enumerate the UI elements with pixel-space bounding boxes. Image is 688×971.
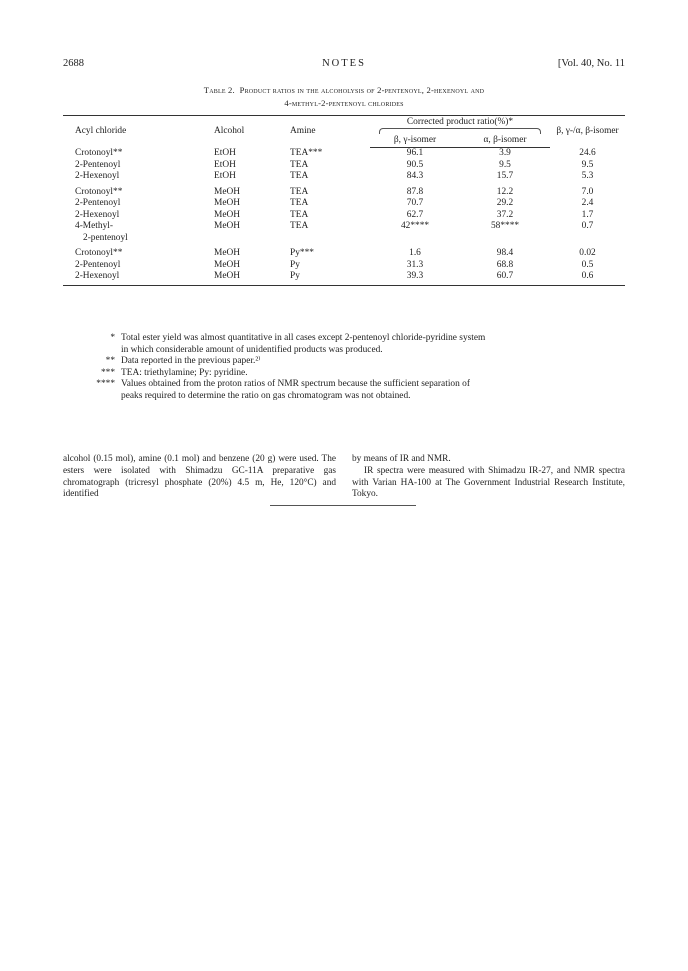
header-beta-gamma-isomer: β, γ-isomer — [370, 134, 460, 148]
table-row — [63, 183, 625, 199]
table-body — [63, 148, 625, 286]
table-header-row — [63, 116, 625, 135]
cell-alcohol: EtOH — [214, 148, 236, 158]
cell-beta-gamma — [370, 233, 460, 245]
table-caption — [90, 84, 598, 110]
cell-acyl-chloride: 2-Pentenoyl — [75, 159, 121, 170]
cell-acyl-chloride: Crotonoyl** — [75, 186, 123, 197]
cell-amine: TEA — [290, 159, 309, 170]
cell-isomer-ratio: 7.0 — [581, 186, 594, 197]
cell-alpha-beta: 98.4 — [496, 248, 514, 259]
table-caption-line2: 4-methyl-2-pentenoyl chlorides — [284, 98, 404, 108]
cell-beta-gamma: 62.7 — [406, 209, 424, 220]
cell-acyl-chloride: Crotonoyl** — [75, 248, 123, 259]
cell-amine — [290, 233, 370, 245]
cell-alpha-beta: 3.9 — [499, 148, 511, 159]
cell-beta-gamma: 96.1 — [406, 148, 424, 159]
footnote-line: Data reported in the previous paper.²⁾ — [121, 356, 261, 367]
cell-amine: Py — [290, 259, 300, 270]
cell-acyl-chloride: 2-Pentenoyl — [75, 259, 121, 270]
body-column-left: alcohol (0.15 mol), amine (0.1 mol) and benzene (20 g) were used. The esters were isolated with Shimadzu GC-11A preparative gas chromatograph (tricresyl phosphate (20%) 4.5 m, He, 120°C) and identified — [63, 454, 336, 500]
body-right-line1: by means of IR and NMR. — [352, 454, 451, 464]
end-rule — [270, 505, 416, 506]
cell-isomer-ratio: 0.02 — [579, 248, 596, 259]
header-corrected-ratio: Corrected product ratio(%)* — [406, 116, 514, 127]
table-footnotes — [63, 333, 625, 403]
footnote-line: Total ester yield was almost quantitative in all cases except 2-pentenoyl chloride-pyridine system — [121, 333, 486, 343]
footnote-line: Values obtained from the proton ratios of NMR spectrum because the sufficient separation of — [121, 379, 470, 390]
cell-beta-gamma: 87.8 — [406, 186, 424, 197]
cell-alpha-beta: 15.7 — [496, 171, 514, 182]
cell-acyl-chloride: 2-Hexenoyl — [75, 171, 120, 182]
cell-isomer-ratio: 24.6 — [579, 148, 596, 158]
header-amine: Amine — [290, 116, 370, 148]
cell-alcohol: MeOH — [214, 186, 241, 197]
footnote — [63, 379, 625, 402]
cell-isomer-ratio: 5.3 — [581, 171, 594, 182]
cell-beta-gamma: 90.5 — [406, 159, 424, 170]
footnote-line: peaks required to determine the ratio on gas chromatogram was not obtained. — [121, 390, 411, 401]
cell-isomer-ratio — [550, 233, 625, 245]
table-row — [63, 171, 625, 183]
header-alcohol: Alcohol — [214, 116, 290, 148]
cell-acyl-chloride: 2-Hexenoyl — [75, 209, 120, 220]
cell-beta-gamma: 1.6 — [409, 248, 421, 259]
cell-acyl-chloride: Crotonoyl** — [75, 148, 123, 158]
cell-isomer-ratio: 1.7 — [581, 209, 594, 220]
page-number: 2688 — [63, 58, 84, 69]
footnote-line: in which considerable amount of unidentified products was produced. — [121, 344, 383, 355]
table-row — [63, 198, 625, 210]
cell-alcohol — [214, 233, 290, 245]
cell-beta-gamma: 31.3 — [406, 259, 424, 270]
cell-beta-gamma: 70.7 — [406, 198, 424, 209]
cell-amine: TEA — [290, 221, 309, 232]
footnote — [63, 368, 625, 380]
cell-alpha-beta: 37.2 — [496, 209, 514, 220]
cell-amine: TEA — [290, 198, 309, 209]
table-caption-label: Table 2. — [203, 85, 235, 95]
cell-acyl-chloride: 4-Methyl- — [75, 221, 114, 232]
table-row — [63, 160, 625, 172]
header-brace — [379, 128, 541, 134]
table-caption-line1: Product ratios in the alcoholysis of 2-pentenoyl, 2-hexenoyl and — [239, 85, 485, 95]
cell-isomer-ratio: 9.5 — [581, 159, 594, 170]
footnote-mark: **** — [96, 379, 115, 390]
cell-amine: Py*** — [290, 248, 314, 259]
journal-section-title: NOTES — [322, 58, 366, 69]
cell-alpha-beta: 68.8 — [496, 259, 514, 270]
cell-alcohol: MeOH — [214, 248, 241, 259]
cell-alcohol: MeOH — [214, 221, 241, 232]
cell-alpha-beta: 60.7 — [460, 271, 550, 285]
footnote-mark: ** — [105, 356, 115, 367]
body-right-paragraph: IR spectra were measured with Shimadzu IR-27, and NMR spectra with Varian HA-100 at The Government Industrial Research Institute, Tokyo. — [352, 465, 625, 500]
table-row — [63, 210, 625, 222]
cell-alcohol: MeOH — [214, 209, 241, 220]
cell-beta-gamma: 84.3 — [406, 171, 424, 182]
cell-alpha-beta: 12.2 — [496, 186, 514, 197]
table-row — [63, 148, 625, 160]
cell-alpha-beta — [460, 233, 550, 245]
table-row — [63, 233, 625, 245]
footnote-line: TEA: triethylamine; Py: pyridine. — [121, 367, 248, 378]
cell-alcohol: MeOH — [214, 259, 241, 270]
header-acyl-chloride: Acyl chloride — [63, 116, 214, 148]
cell-alpha-beta: 29.2 — [496, 198, 514, 209]
table-row — [63, 221, 625, 233]
header-corrected-ratio-group — [370, 116, 550, 135]
cell-beta-gamma: 42**** — [400, 221, 430, 232]
cell-isomer-ratio: 2.4 — [581, 198, 594, 209]
cell-alpha-beta: 58**** — [490, 221, 520, 232]
cell-amine: TEA — [290, 209, 309, 220]
volume-info: [Vol. 40, No. 11 — [557, 58, 625, 69]
cell-isomer-ratio: 0.5 — [581, 259, 594, 270]
cell-amine: TEA — [290, 171, 309, 182]
table-row — [63, 260, 625, 272]
cell-beta-gamma: 39.3 — [370, 271, 460, 285]
cell-amine: Py — [290, 271, 370, 285]
cell-amine: TEA — [290, 186, 309, 197]
cell-isomer-ratio: 0.6 — [550, 271, 625, 285]
cell-alcohol: EtOH — [214, 171, 236, 182]
footnote — [63, 356, 625, 368]
cell-isomer-ratio: 0.7 — [581, 221, 594, 232]
cell-alcohol: MeOH — [214, 271, 290, 285]
header-alpha-beta-isomer: α, β-isomer — [460, 134, 550, 148]
header-isomer-ratio: β, γ-/α, β-isomer — [550, 116, 625, 148]
table-row — [63, 244, 625, 260]
cell-alcohol: EtOH — [214, 159, 236, 170]
cell-acyl-chloride: 2-pentenoyl — [83, 232, 128, 243]
cell-acyl-chloride: 2-Pentenoyl — [75, 198, 121, 209]
footnote — [63, 333, 625, 356]
cell-acyl-chloride: 2-Hexenoyl — [63, 271, 214, 285]
body-column-right — [352, 454, 625, 501]
cell-alpha-beta: 9.5 — [499, 159, 511, 170]
cell-amine: TEA*** — [290, 148, 323, 158]
cell-alcohol: MeOH — [214, 198, 241, 209]
product-ratio-table — [63, 115, 625, 286]
footnote-mark: * — [110, 333, 115, 343]
footnote-mark: *** — [100, 367, 115, 378]
running-head — [63, 58, 625, 74]
table-row — [63, 271, 625, 285]
